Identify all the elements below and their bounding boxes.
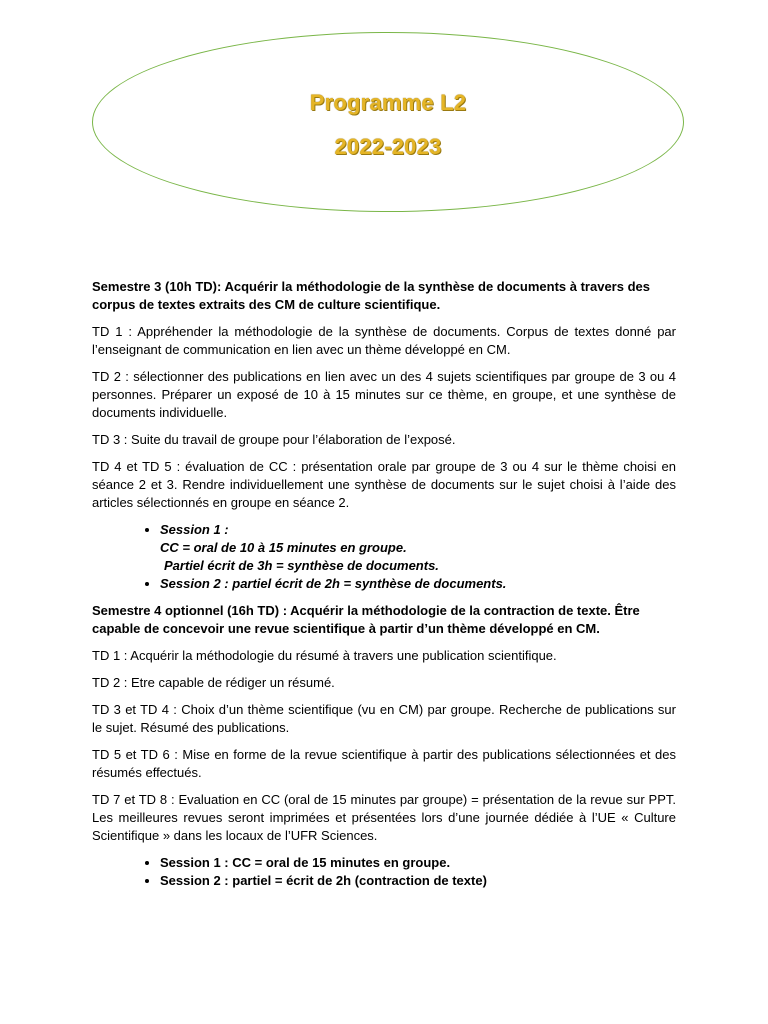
s3-session2-item: • Session 2 : partiel écrit de 2h = synthèse de documents. bbox=[160, 575, 676, 593]
s3-session1-label: • Session 1 : bbox=[160, 522, 229, 537]
s4-sessions-list bbox=[92, 854, 676, 890]
document-body bbox=[92, 278, 676, 899]
s4-session1-item: • Session 1 : CC = oral de 15 minutes en groupe. bbox=[160, 854, 676, 872]
s4-td78: TD 7 et TD 8 : Evaluation en CC (oral de 15 minutes par groupe) = présentation de la revue sur PPT. Les meilleures revues seront imprimées et présentées lors d’une journée dédiée à l’UE « Culture Scientifique » dans les locaux de l’UFR Sciences. bbox=[92, 792, 676, 843]
s3-sessions-list bbox=[92, 521, 676, 593]
s4-td1: TD 1 : Acquérir la méthodologie du résumé à travers une publication scientifique. bbox=[92, 648, 557, 663]
s4-td56: TD 5 et TD 6 : Mise en forme de la revue scientifique à partir des publications sélectionnées et des résumés effectués. bbox=[92, 747, 676, 780]
s3-session1-line2: Partiel écrit de 3h = synthèse de documents. bbox=[164, 558, 439, 573]
s4-td34: TD 3 et TD 4 : Choix d’un thème scientifique (vu en CM) par groupe. Recherche de publications sur le sujet. Résumé des publications. bbox=[92, 702, 676, 735]
s3-session1-line1: CC = oral de 10 à 15 minutes en groupe. bbox=[160, 540, 407, 555]
s3-td2: TD 2 : sélectionner des publications en lien avec un des 4 sujets scientifiques par groupe de 3 ou 4 personnes. Préparer un exposé de 10 à 15 minutes sur ce thème, en groupe, et une synthèse de documents individuelle. bbox=[92, 369, 676, 420]
s3-td1: TD 1 : Appréhender la méthodologie de la synthèse de documents. Corpus de textes donné par l’enseignant de communication en lien avec un thème développé en CM. bbox=[92, 324, 676, 357]
s4-session2-item: • Session 2 : partiel = écrit de 2h (contraction de texte) bbox=[160, 872, 676, 890]
semestre4-heading: Semestre 4 optionnel (16h TD) : Acquérir la méthodologie de la contraction de texte. Être capable de concevoir une revue scientifique à partir d’un thème développé en CM. bbox=[92, 603, 640, 636]
page-title: Programme L2 bbox=[309, 90, 467, 115]
semestre3-heading: Semestre 3 (10h TD): Acquérir la méthodologie de la synthèse de documents à travers des corpus de textes extraits des CM de culture scientifique. bbox=[92, 279, 650, 312]
s3-td3: TD 3 : Suite du travail de groupe pour l’élaboration de l’exposé. bbox=[92, 432, 456, 447]
s3-session1-item bbox=[160, 521, 676, 575]
page-year: 2022-2023 bbox=[334, 134, 442, 159]
s4-td2: TD 2 : Etre capable de rédiger un résumé. bbox=[92, 675, 335, 690]
title-ellipse bbox=[92, 32, 684, 212]
s3-td45: TD 4 et TD 5 : évaluation de CC : présentation orale par groupe de 3 ou 4 sur le thème choisi en séance 2 et 3. Rendre individuellement une synthèse de documents sur le sujet choisi à l’aide des articles sélectionnés en groupe en séance 2. bbox=[92, 459, 676, 510]
